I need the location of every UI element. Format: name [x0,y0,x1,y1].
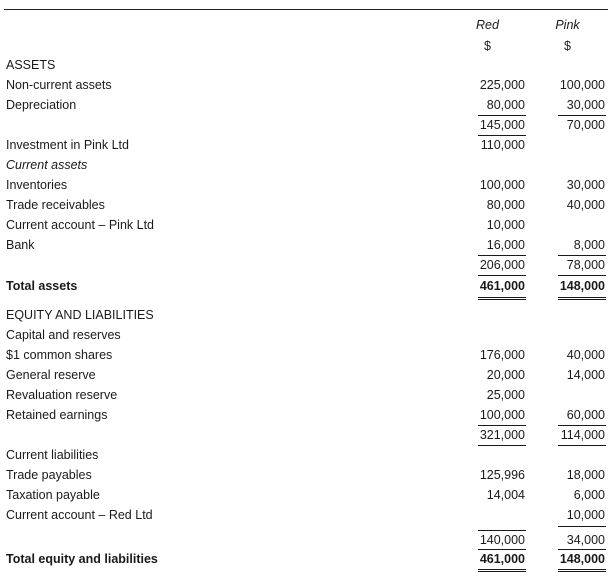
liabilities-subtotal-pink: 34,000 [566,533,605,547]
current-account-red-pink: 10,000 [566,508,605,522]
total-equity-liabilities-pink: 148,000 [559,552,605,566]
general-reserve-red: 20,000 [486,368,525,382]
inventories-label: Inventories [6,178,68,192]
receivables-red: 80,000 [486,198,525,212]
total-assets-row [0,276,610,296]
receivables-pink: 40,000 [566,198,605,212]
net-pink: 70,000 [566,118,605,132]
equity-heading-row [0,305,610,325]
double-rule-total-pink [558,569,606,572]
receivables-row [0,195,610,215]
current-assets-heading-row [0,155,610,175]
double-rule-assets-red [478,297,526,300]
bank-row [0,235,610,255]
total-assets-pink: 148,000 [559,279,605,293]
liabilities-subtotal-red: 140,000 [479,533,525,547]
shares-label: $1 common shares [6,348,113,362]
general-reserve-pink: 14,000 [566,368,605,382]
total-equity-liabilities-row [0,549,610,569]
retained-pink: 60,000 [566,408,605,422]
noncurrent-assets-row [0,75,610,95]
capital-heading: Capital and reserves [6,328,121,342]
taxation-label: Taxation payable [6,488,100,502]
inventories-pink: 30,000 [566,178,605,192]
current-total-red: 206,000 [479,258,525,272]
double-rule-assets-pink [558,297,606,300]
taxation-row [0,485,610,505]
total-assets-red: 461,000 [479,279,525,293]
current-account-pink-row [0,215,610,235]
taxation-pink: 6,000 [573,488,605,502]
depreciation-row [0,95,610,115]
liabilities-heading: Current liabilities [6,448,99,462]
current-account-pink-red: 10,000 [486,218,525,232]
depreciation-pink: 30,000 [566,98,605,112]
bank-red: 16,000 [486,238,525,252]
noncurrent-pink: 100,000 [559,78,605,92]
payables-pink: 18,000 [566,468,605,482]
equity-subtotal-red: 321,000 [479,428,525,442]
top-rule [4,9,608,10]
currency-row [0,36,610,56]
current-assets-total-row [0,255,610,275]
payables-red: 125,996 [479,468,525,482]
bank-label: Bank [6,238,35,252]
revaluation-row [0,385,610,405]
noncurrent-assets-label: Non-current assets [6,78,112,92]
current-total-pink: 78,000 [566,258,605,272]
investment-red: 110,000 [480,138,525,152]
retained-label: Retained earnings [6,408,108,422]
liabilities-subtotal-row [0,530,610,550]
shares-red: 176,000 [479,348,525,362]
revaluation-label: Revaluation reserve [6,388,118,402]
equity-subtotal-pink: 114,000 [560,428,605,442]
inventories-row [0,175,610,195]
receivables-label: Trade receivables [6,198,105,212]
shares-pink: 40,000 [566,348,605,362]
currency-red: $ [484,39,491,53]
double-rule-total-red [478,569,526,572]
payables-row [0,465,610,485]
total-equity-liabilities-red: 461,000 [479,552,525,566]
current-account-red-label: Current account – Red Ltd [6,508,153,522]
assets-heading-row [0,55,610,75]
shares-row [0,345,610,365]
capital-heading-row [0,325,610,345]
total-equity-liabilities-label: Total equity and liabilities [6,552,158,566]
currency-pink: $ [564,39,571,53]
rule-liabilities-pink [558,526,606,527]
taxation-red: 14,004 [486,488,525,502]
net-noncurrent-row [0,115,610,135]
depreciation-red: 80,000 [486,98,525,112]
noncurrent-red: 225,000 [479,78,525,92]
equity-subtotal-row [0,425,610,445]
liabilities-heading-row [0,445,610,465]
inventories-red: 100,000 [479,178,525,192]
column-header-row [0,15,610,35]
assets-heading: ASSETS [6,58,56,72]
retained-red: 100,000 [479,408,525,422]
general-reserve-label: General reserve [6,368,96,382]
header-red: Red [476,18,499,32]
general-reserve-row [0,365,610,385]
investment-label: Investment in Pink Ltd [6,138,129,152]
depreciation-label: Depreciation [6,98,77,112]
retained-row [0,405,610,425]
net-red: 145,000 [479,118,525,132]
equity-heading: EQUITY AND LIABILITIES [6,308,154,322]
total-assets-label: Total assets [6,279,78,293]
current-account-red-row [0,505,610,525]
payables-label: Trade payables [6,468,92,482]
investment-row [0,135,610,155]
revaluation-red: 25,000 [486,388,525,402]
current-account-pink-label: Current account – Pink Ltd [6,218,154,232]
header-pink: Pink [555,18,580,32]
bank-pink: 8,000 [573,238,605,252]
current-assets-heading: Current assets [6,158,88,172]
